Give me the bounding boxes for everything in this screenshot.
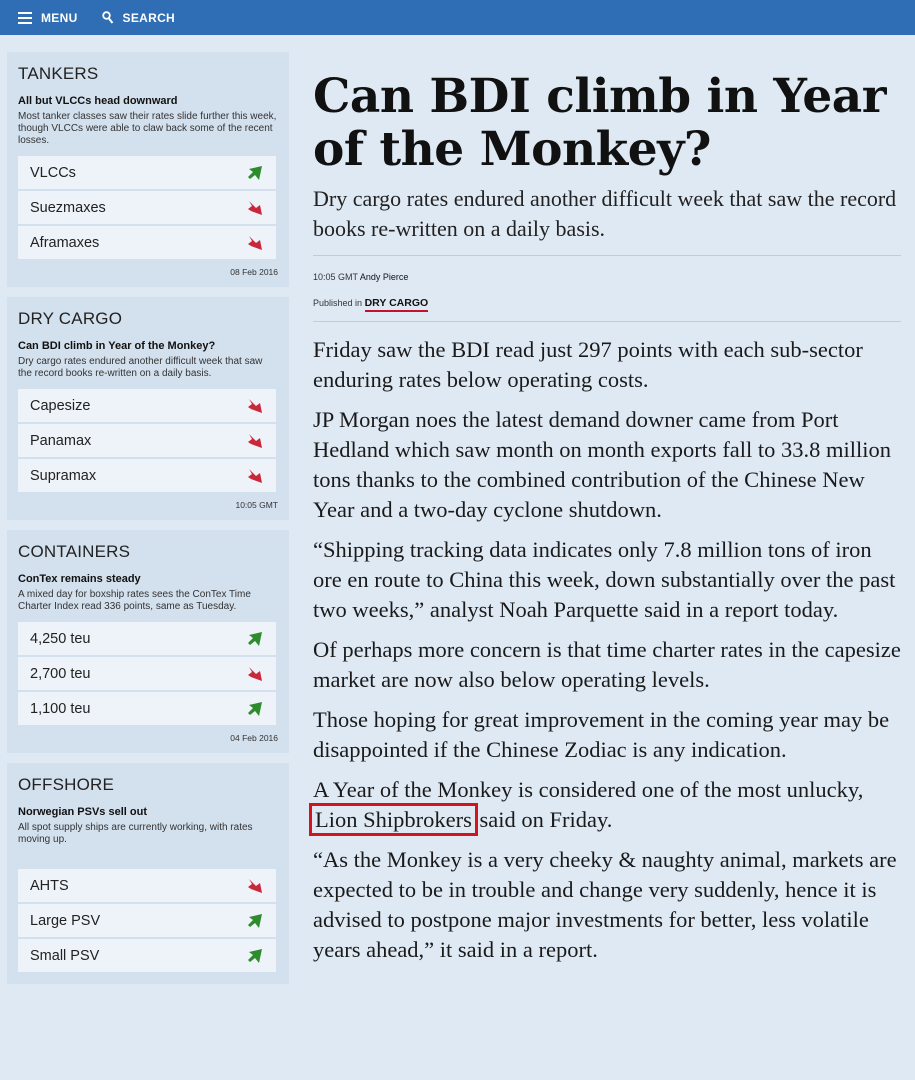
rate-row-label: 4,250 teu <box>30 630 91 647</box>
panel-description: Most tanker classes saw their rates slide further this week, though VLCCs were able to claw back some of the recent losses. <box>18 111 277 146</box>
panel-description: A mixed day for boxship rates sees the ConTex Time Charter Index read 336 points, same as Tuesday. <box>18 589 251 612</box>
rate-row[interactable] <box>18 156 276 189</box>
trend-up-arrow-icon <box>246 912 264 930</box>
rate-row[interactable] <box>18 424 276 457</box>
rate-row[interactable] <box>18 692 276 725</box>
trend-up-arrow-icon <box>246 630 264 648</box>
rate-row-label: Aframaxes <box>30 234 100 251</box>
rate-row[interactable] <box>18 939 276 972</box>
market-panel <box>7 297 289 520</box>
market-panel <box>7 763 289 984</box>
paragraph-text: A Year of the Monkey is considered one of the most unlucky, <box>313 777 864 802</box>
panel-headline[interactable]: Norwegian PSVs sell out <box>18 806 147 818</box>
search-button[interactable] <box>102 11 175 25</box>
rate-row-label: Large PSV <box>30 912 101 929</box>
trend-down-arrow-icon <box>246 397 264 415</box>
article-paragraph <box>313 775 901 835</box>
trend-up-arrow-icon <box>246 947 264 965</box>
trend-down-arrow-icon <box>246 877 264 895</box>
paragraph-text: said on Friday. <box>473 807 613 832</box>
menu-label: MENU <box>41 10 78 25</box>
rate-row[interactable] <box>18 657 276 690</box>
menu-button[interactable] <box>18 11 78 25</box>
rate-row-label: 2,700 teu <box>30 665 91 682</box>
panel-headline[interactable]: Can BDI climb in Year of the Monkey? <box>18 340 216 352</box>
divider <box>313 255 901 256</box>
rate-list <box>18 156 278 259</box>
rate-row-label: AHTS <box>30 877 69 894</box>
trend-up-arrow-icon <box>246 700 264 718</box>
search-icon <box>102 11 114 24</box>
panel-date: 10:05 GMT <box>235 500 278 510</box>
rate-row-label: 1,100 teu <box>30 700 91 717</box>
article <box>313 70 901 975</box>
panel-title[interactable]: TANKERS <box>18 64 99 83</box>
article-paragraph: “Shipping tracking data indicates only 7.8 million tons of iron ore en route to China this week, down substantially over the past two weeks,” analyst Noah Parquette said in a report today. <box>313 537 896 622</box>
panel-date: 04 Feb 2016 <box>230 733 278 743</box>
rate-row[interactable] <box>18 226 276 259</box>
market-panel <box>7 530 289 753</box>
rate-row-label: Supramax <box>30 467 97 484</box>
market-sidebar <box>7 52 289 994</box>
section-link[interactable]: DRY CARGO <box>365 297 429 312</box>
panel-description: All spot supply ships are currently working, with rates moving up. <box>18 822 253 845</box>
article-meta <box>313 272 901 282</box>
trend-down-arrow-icon <box>246 234 264 252</box>
article-paragraph: Those hoping for great improvement in the coming year may be disappointed if the Chinese Zodiac is any indication. <box>313 707 890 762</box>
market-panel <box>7 52 289 287</box>
highlighted-company-name: Lion Shipbrokers <box>315 807 472 832</box>
trend-down-arrow-icon <box>246 432 264 450</box>
panel-description: Dry cargo rates endured another difficult week that saw the record books re-written on a daily basis. <box>18 356 263 379</box>
rate-row[interactable] <box>18 389 276 422</box>
rate-row[interactable] <box>18 869 276 902</box>
rate-row[interactable] <box>18 191 276 224</box>
article-paragraph: JP Morgan noes the latest demand downer came from Port Hedland which saw month on month exports fall to 33.8 million tons thanks to the combined contribution of the Chinese New Year and a two-day cyclone shutdown. <box>313 407 892 522</box>
rate-row[interactable] <box>18 904 276 937</box>
article-paragraph: Friday saw the BDI read just 297 points with each sub-sector enduring rates below operating costs. <box>313 337 863 392</box>
panel-headline[interactable]: ConTex remains steady <box>18 573 141 585</box>
rate-row-label: Small PSV <box>30 947 100 964</box>
rate-list <box>18 869 278 972</box>
panel-title[interactable]: OFFSHORE <box>18 775 115 794</box>
top-nav-bar <box>0 0 915 35</box>
rate-list <box>18 622 278 725</box>
panel-headline[interactable]: All but VLCCs head downward <box>18 95 178 107</box>
article-paragraph: “As the Monkey is a very cheeky & naughty animal, markets are expected to be in trouble and change very suddenly, hence it is advised to postpone major investments for better, less volatile years ahead,” it said in a report. <box>313 847 897 962</box>
panel-title[interactable]: CONTAINERS <box>18 542 131 561</box>
divider <box>313 321 901 322</box>
trend-up-arrow-icon <box>246 164 264 182</box>
rate-row[interactable] <box>18 622 276 655</box>
article-time: 10:05 GMT <box>313 272 358 282</box>
rate-row-label: VLCCs <box>30 164 76 181</box>
article-author[interactable]: Andy Pierce <box>359 272 409 282</box>
rate-row-label: Suezmaxes <box>30 199 106 216</box>
rate-row-label: Panamax <box>30 432 92 449</box>
article-body <box>313 335 901 965</box>
rate-row[interactable] <box>18 459 276 492</box>
trend-down-arrow-icon <box>246 665 264 683</box>
trend-down-arrow-icon <box>246 467 264 485</box>
rate-row-label: Capesize <box>30 397 91 414</box>
published-prefix: Published in <box>313 298 363 308</box>
article-headline: Can BDI climb in Year of the Monkey? <box>313 69 886 177</box>
search-label: SEARCH <box>122 10 176 25</box>
article-paragraph: Of perhaps more concern is that time charter rates in the capesize market are now also below operating levels. <box>313 637 901 692</box>
trend-down-arrow-icon <box>246 199 264 217</box>
rate-list <box>18 389 278 492</box>
panel-date: 08 Feb 2016 <box>230 267 278 277</box>
hamburger-icon <box>18 12 32 24</box>
panel-title[interactable]: DRY CARGO <box>18 309 123 328</box>
published-in <box>313 297 901 309</box>
article-standfirst: Dry cargo rates endured another difficult week that saw the record books re-written on a daily basis. <box>313 186 897 241</box>
